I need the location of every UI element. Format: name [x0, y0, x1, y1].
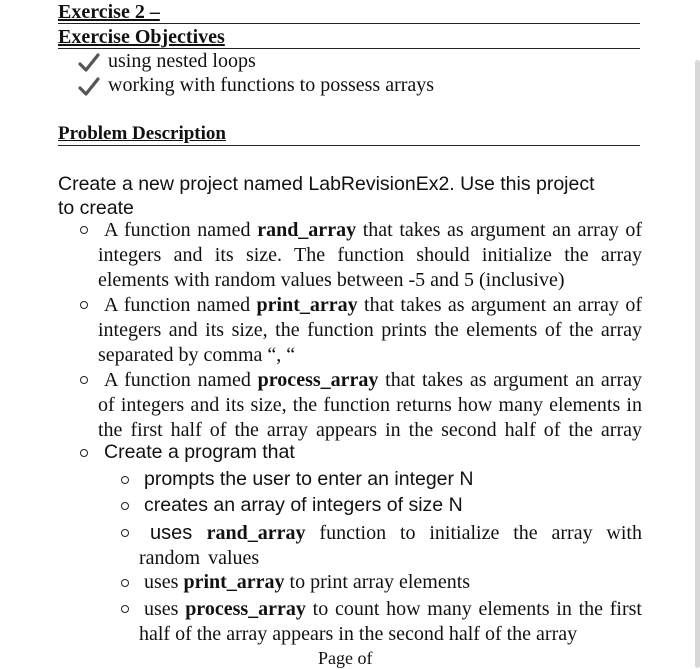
bullet-icon	[121, 605, 129, 613]
bullet-icon	[121, 476, 129, 484]
bullet-icon	[121, 502, 129, 510]
function-name: rand_array	[206, 522, 306, 544]
objectives-heading: Exercise Objectives	[58, 26, 225, 48]
function-item: A function named process_array that takes as argument an array of integers and its size, the function returns how many elements in the first half of the array appears in the second half of the array	[98, 369, 642, 441]
bullet-icon	[80, 449, 88, 457]
scrollbar[interactable]	[695, 60, 700, 668]
objective-item: using nested loops	[108, 50, 256, 72]
intro-line: to create	[58, 197, 134, 219]
function-item: A function named rand_array that takes as argument an array of integers and its size. The function should initialize the array elements with random values between -5 and 5 (inclusive)	[98, 219, 642, 291]
function-name: print_array	[183, 571, 285, 593]
program-step: uses process_array to count how many elements in the first half of the array appears in the second half of the array	[139, 598, 642, 645]
checkmark-icon	[78, 76, 100, 98]
program-step: creates an array of integers of size N	[144, 494, 463, 516]
function-item: A function named print_array that takes as argument an array of integers and its size, the function prints the elements of the array separated by comma “, “	[98, 294, 642, 366]
bullet-icon	[121, 579, 129, 587]
program-step: prompts the user to enter an integer N	[144, 468, 474, 490]
function-name: process_array	[257, 369, 379, 391]
function-name: rand_array	[257, 219, 357, 241]
exercise-title: Exercise 2 –	[58, 1, 160, 23]
program-heading: Create a program that	[104, 441, 295, 463]
intro-line: Create a new project named LabRevisionEx2. Use this project	[58, 173, 595, 195]
divider	[58, 23, 640, 24]
problem-heading: Problem Description	[58, 123, 226, 144]
bullet-icon	[80, 376, 88, 384]
divider	[58, 145, 640, 146]
bullet-icon	[80, 226, 88, 234]
divider	[58, 48, 640, 49]
bullet-icon	[80, 301, 88, 309]
checkmark-icon	[78, 52, 100, 74]
function-name: print_array	[256, 294, 358, 316]
objective-item: working with functions to possess arrays	[108, 74, 435, 96]
intro-paragraph	[58, 172, 648, 220]
program-step: uses rand_array function to initialize the array with random values	[139, 522, 642, 569]
function-name: process_array	[185, 598, 306, 620]
bullet-icon	[121, 529, 129, 537]
program-step: uses print_array to print array elements	[144, 571, 471, 593]
page-footer: Page of	[318, 648, 373, 668]
